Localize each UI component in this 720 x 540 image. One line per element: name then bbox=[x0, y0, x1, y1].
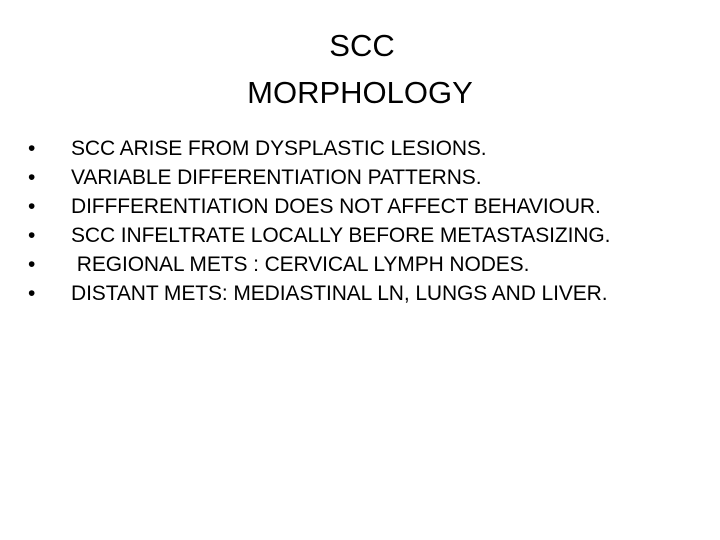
bullet-icon: • bbox=[28, 195, 36, 218]
bullet-text: SCC INFELTRATE LOCALLY BEFORE METASTASIZING. bbox=[71, 224, 611, 247]
title-line-2: MORPHOLOGY bbox=[247, 75, 473, 110]
bullet-text: DIFFFERENTIATION DOES NOT AFFECT BEHAVIOUR. bbox=[71, 195, 601, 218]
bullet-list bbox=[28, 134, 688, 308]
bullet-item-6 bbox=[28, 279, 688, 308]
bullet-item-5 bbox=[28, 250, 688, 279]
bullet-item-3 bbox=[28, 192, 688, 221]
bullet-item-4 bbox=[28, 221, 688, 250]
bullet-text: DISTANT METS: MEDIASTINAL LN, LUNGS AND LIVER. bbox=[71, 282, 608, 305]
title-line-1: SCC bbox=[329, 28, 395, 63]
bullet-icon: • bbox=[28, 282, 36, 305]
bullet-item-2 bbox=[28, 163, 688, 192]
bullet-icon: • bbox=[28, 137, 36, 160]
bullet-icon: • bbox=[28, 166, 36, 189]
slide-title bbox=[0, 22, 720, 116]
bullet-text: VARIABLE DIFFERENTIATION PATTERNS. bbox=[71, 166, 482, 189]
bullet-icon: • bbox=[28, 224, 36, 247]
bullet-text: REGIONAL METS : CERVICAL LYMPH NODES. bbox=[71, 253, 530, 276]
bullet-icon: • bbox=[28, 253, 36, 276]
bullet-item-1 bbox=[28, 134, 688, 163]
bullet-text: SCC ARISE FROM DYSPLASTIC LESIONS. bbox=[71, 137, 487, 160]
